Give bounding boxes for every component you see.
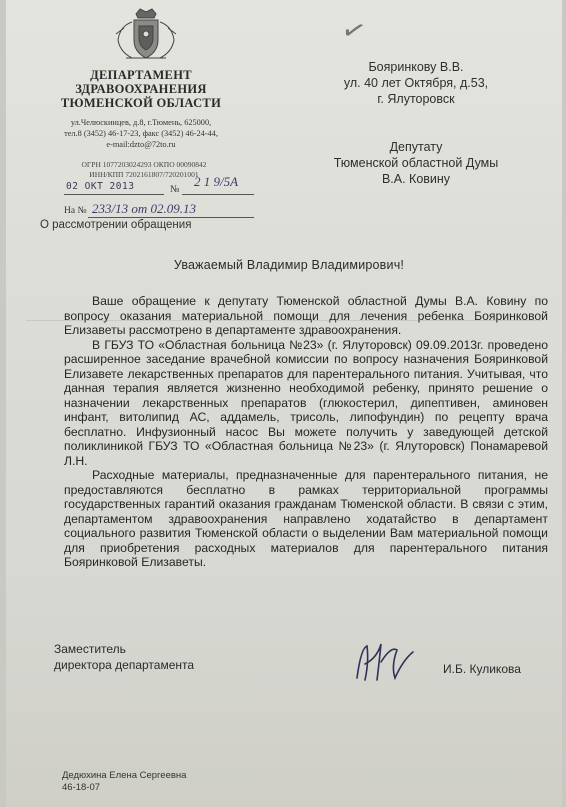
copy-recipient-block: [296, 140, 536, 187]
contact-address: ул.Челюскинцев, д.8, г.Тюмень, 625000,: [70, 118, 212, 127]
contact-phone: тел.8 (3452) 46-17-23, факс (3452) 46-24-44,: [64, 129, 218, 138]
executor-phone: 46-18-07: [62, 781, 101, 793]
body-paragraph: В ГБУЗ ТО «Областная больница №23» (г. Ялуторовск) 09.09.2013г. проведено расширенное заседание врачебной комиссии по вопросу назначения Бояринковой Елизавете лекарственных препаратов для парентерального питания. Учитывая, что данная терапия является жизненно необходимой ребенку, принято решение о назначении лекарственных препаратов (глюкостерил, дипептивен, аминовен инфант, витолипид АС, аддамель, трисоль, липофундин) по рецепту врача бесплатно. Инфузионный насос Вы можете получить у заведующей детской поликлиникой ГБУЗ ТО «Областная больница №23» (г. Ялуторовск) Понамаревой Л.Н.: [64, 337, 548, 468]
department-line: ДЕПАРТАМЕНТ: [90, 68, 192, 82]
reference-underline: [88, 217, 254, 218]
addressee-street: ул. 40 лет Октября, д.53,: [343, 75, 489, 90]
signatory-position: [54, 642, 194, 673]
reference-value: 233/13 от 02.09.13: [92, 201, 196, 216]
letter-body: [64, 294, 548, 570]
body-paragraph: Ваше обращение к депутату Тюменской областной Думы В.А. Ковину по вопросу оказания материальной помощи для лечения ребенка Бояринковой Елизаветы рассмотрено в департаменте здравоохранения.: [64, 294, 548, 337]
reference-line: [52, 202, 272, 220]
inn-line: ИНН/КПП 7202161807/720201001: [89, 169, 199, 179]
handwritten-signature-icon: [351, 640, 421, 684]
outgoing-number: 2 1 9/5А: [194, 174, 239, 189]
addressee-name: Бояринкову В.В.: [368, 60, 464, 74]
check-mark-icon: ✓: [337, 13, 370, 50]
date-stamp: 02 ОКТ 2013: [66, 181, 135, 192]
department-name: [46, 68, 236, 110]
executor-name: Дедюхина Елена Сергеевна: [62, 770, 187, 781]
number-label: №: [170, 184, 180, 195]
copy-recipient-name: В.А. Ковину: [381, 171, 451, 186]
signatory-name: И.Б. Куликова: [443, 662, 521, 676]
addressee-city: г. Ялуторовск: [377, 91, 455, 106]
department-line: ЗДРАВООХРАНЕНИЯ: [75, 82, 207, 96]
letter-sheet: [6, 0, 562, 807]
department-line: ТЮМЕНСКОЙ ОБЛАСТИ: [60, 96, 222, 110]
executor-info: [62, 770, 186, 793]
copy-recipient-body: Тюменской областной Думы: [333, 155, 499, 170]
ogrn-line: ОГРН 1077203024293 ОКПО 00090842: [81, 160, 207, 169]
body-paragraph: Расходные материалы, предназначенные для парентерального питания, не предоставляются бесплатно в рамках территориальной программы государственных гарантий оказания гражданам Тюменской области. В связи с этим, департаментом здравоохранения направлено ходатайство в департамент социального развития Тюменской области о выделении Вам материальной помощи для приобретения расходных материалов для парентерального питания Бояринковой Елизаветы.: [64, 468, 548, 569]
position-line: Заместитель: [54, 642, 126, 656]
coat-of-arms-emblem-icon: [106, 6, 186, 66]
contact-email: e-mail:dzto@72to.ru: [106, 140, 176, 149]
position-line: директора департамента: [54, 657, 195, 672]
number-underline: [182, 194, 254, 195]
date-underline: [64, 194, 164, 195]
copy-recipient-title: Депутату: [389, 140, 443, 154]
department-contacts: [46, 117, 236, 150]
letter-subject: О рассмотрении обращения: [40, 219, 192, 231]
reference-label: На №: [64, 206, 87, 216]
salutation: Уважаемый Владимир Владимирович!: [173, 258, 405, 272]
addressee-block: [296, 60, 536, 107]
